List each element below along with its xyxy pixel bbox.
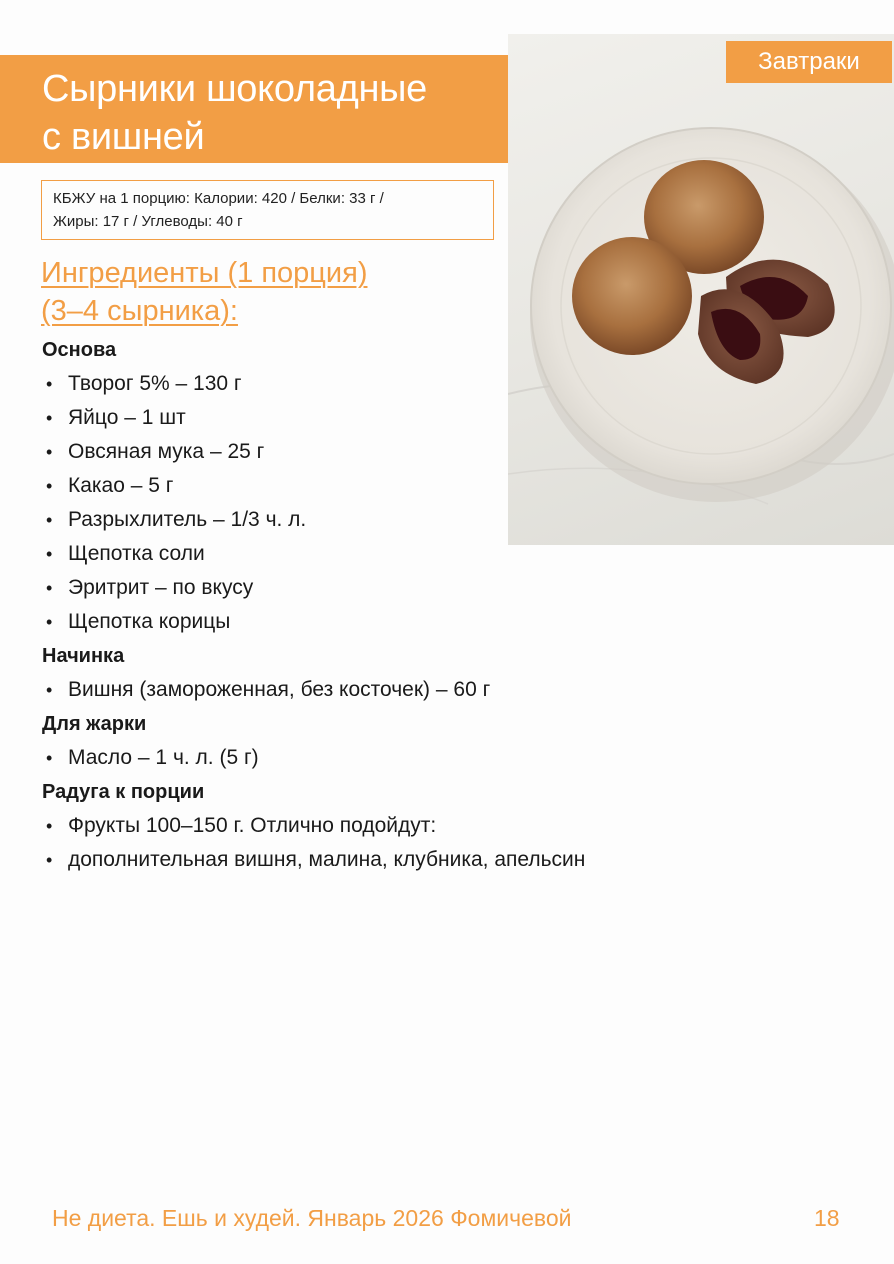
- nutrition-line2: Жиры: 17 г / Углеводы: 40 г: [53, 213, 243, 230]
- nutrition-line1: КБЖУ на 1 порцию: Калории: 420 / Белки: 33 г /: [53, 190, 384, 207]
- list-item: • Эритрит – по вкусу: [42, 571, 742, 605]
- list-item: • Масло – 1 ч. л. (5 г): [42, 741, 742, 775]
- bullet-icon: •: [46, 408, 53, 428]
- section-title-filling: Начинка: [42, 645, 125, 667]
- ingredients-list: [42, 333, 742, 877]
- list-item: • Щепотка соли: [42, 537, 742, 571]
- list-item: • Творог 5% – 130 г: [42, 367, 742, 401]
- bullet-icon: •: [46, 476, 53, 496]
- ingredients-heading-line2: (3–4 сырника):: [41, 295, 238, 327]
- title-banner: [0, 55, 508, 163]
- list-item: • Вишня (замороженная, без косточек) – 60 г: [42, 673, 742, 707]
- bullet-icon: •: [46, 544, 53, 564]
- list-item: • Разрыхлитель – 1/3 ч. л.: [42, 503, 742, 537]
- category-badge: Завтраки: [726, 41, 892, 83]
- list-item: • Яйцо – 1 шт: [42, 401, 742, 435]
- bullet-icon: •: [46, 578, 53, 598]
- ingredients-heading-line1: Ингредиенты (1 порция): [41, 257, 368, 289]
- bullet-icon: •: [46, 748, 53, 768]
- recipe-title-line1: Сырники шоколадные: [42, 68, 427, 110]
- ingredients-heading: [41, 254, 501, 330]
- list-item: • Какао – 5 г: [42, 469, 742, 503]
- section-title-rainbow: Радуга к порции: [42, 781, 205, 803]
- footer-text: Не диета. Ешь и худей. Январь 2026 Фомичевой: [52, 1205, 572, 1231]
- list-item: • дополнительная вишня, малина, клубника, апельсин: [42, 843, 742, 877]
- bullet-icon: •: [46, 510, 53, 530]
- bullet-icon: •: [46, 680, 53, 700]
- page-number: 18: [814, 1205, 840, 1231]
- bullet-icon: •: [46, 374, 53, 394]
- bullet-icon: •: [46, 850, 53, 870]
- bullet-icon: •: [46, 442, 53, 462]
- section-title-frying: Для жарки: [42, 713, 147, 735]
- list-item: • Щепотка корицы: [42, 605, 742, 639]
- list-item: • Фрукты 100–150 г. Отлично подойдут:: [42, 809, 742, 843]
- bullet-icon: •: [46, 816, 53, 836]
- section-title-base: Основа: [42, 339, 117, 361]
- list-item: • Овсяная мука – 25 г: [42, 435, 742, 469]
- bullet-icon: •: [46, 612, 53, 632]
- nutrition-box: [41, 180, 494, 240]
- recipe-title-line2: с вишней: [42, 116, 205, 158]
